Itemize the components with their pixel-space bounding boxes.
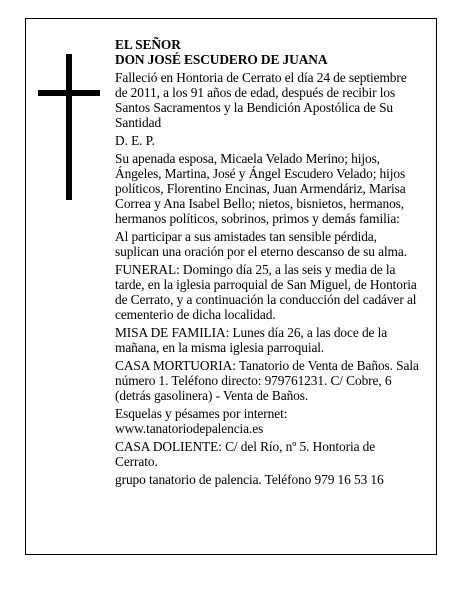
latin-cross-icon [38, 54, 100, 200]
family-mass-info: MISA DE FAMILIA: Lunes día 26, a las doce de la mañana, en la misma iglesia parroquial. [115, 325, 388, 355]
funeral-info: FUNERAL: Domingo día 25, a las seis y media de la tarde, en la iglesia parroquial de San Miguel, de Hontoria de Cerrato, y a continuación la conducción del cadáver al cementerio de dicha localidad. [115, 262, 417, 322]
family-list: Su apenada esposa, Micaela Velado Merino; hijos, Ángeles, Martina, José y Ángel Escudero Velado; hijos políticos, Florentino Encinas, Juan Armendáriz, Marisa Correa y Ana Isabel Bello; nietos, bisnietos, hermanos, hermanos políticos, sobrinos, primos y demás familia: [115, 151, 406, 226]
rip-line: D. E. P. [115, 133, 155, 148]
deceased-name: DON JOSÉ ESCUDERO DE JUANA [115, 52, 328, 67]
funeral-home-info: CASA MORTUORIA: Tanatorio de Venta de Baños. Sala número 1. Teléfono directo: 979761231. C/ Cobre, 6 (detrás gasolinera) - Venta de Baños. [115, 358, 419, 403]
title-line-1: EL SEÑOR [115, 37, 181, 52]
online-condolences-url: www.tanatoriodepalencia.es [115, 421, 264, 436]
obituary-text [115, 37, 420, 490]
online-condolences-label: Esquelas y pésames por internet: [115, 406, 288, 421]
death-statement: Falleció en Hontoria de Cerrato el día 24 de septiembre de 2011, a los 91 años de edad, después de recibir los Santos Sacramentos y la Bendición Apostólica de Su Santidad [115, 70, 407, 130]
cross-vertical-bar [66, 54, 72, 200]
prayer-request: Al participar a sus amistades tan sensible pérdida, suplican una oración por el eterno descanso de su alma. [115, 229, 407, 259]
family-home-info: CASA DOLIENTE: C/ del Río, nº 5. Hontoria de Cerrato. [115, 439, 376, 469]
footer-credit: grupo tanatorio de palencia. Teléfono 979 16 53 16 [115, 472, 384, 487]
cross-horizontal-bar [38, 90, 100, 96]
